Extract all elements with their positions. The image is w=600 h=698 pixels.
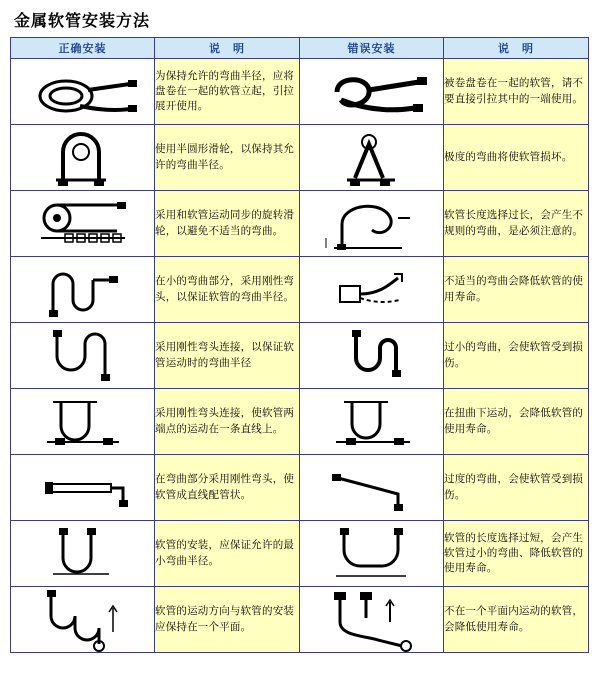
twisted-u-motion-icon [300,389,444,455]
rigid-elbow-u-bend-icon [11,323,155,389]
u-hose-min-radius-icon [11,521,155,587]
rigid-elbow-straight-line-icon [11,389,155,455]
wrong-desc-6: 在扭曲下运动，会降低软管的使用寿命。 [444,389,589,455]
improper-bend-block-icon [300,257,444,323]
correct-desc-1: 为保持允许的弯曲半径，应将盘卷在一起的软管立起，引拉展开使用。 [155,59,300,125]
correct-desc-4: 在小的弯曲部分，采用刚性弯头，以保证软管的弯曲半径。 [155,257,300,323]
correct-desc-2: 使用半圆形滑轮，以保持其允许的弯曲半径。 [155,125,300,191]
rigid-bend-small-radius-icon [11,257,155,323]
out-of-plane-motion-icon [300,587,444,653]
table-row [11,389,589,455]
correct-desc-9: 软管的运动方向与软管的安装应保持在一个平面。 [155,587,300,653]
tight-s-bend-icon [300,323,444,389]
table-row [11,323,589,389]
correct-desc-8: 软管的安装，应保证允许的最小弯曲半径。 [155,521,300,587]
wrong-desc-1: 被卷盘卷在一起的软管，请不要直接引拉其中的一端使用。 [444,59,589,125]
table-row [11,191,589,257]
header-wrong-desc: 说 明 [444,38,589,59]
coiled-hose-flat-icon [11,59,155,125]
table-row [11,455,589,521]
header-wrong-install: 错误安装 [300,38,444,59]
half-round-pulley-icon [11,125,155,191]
correct-desc-3: 采用和软管运动同步的旋转滑轮，以避免不适当的弯曲。 [155,191,300,257]
wrong-desc-4: 不适当的弯曲会降低软管的使用寿命。 [444,257,589,323]
table-row [11,59,589,125]
installation-methods-table [10,37,589,653]
wrong-desc-2: 极度的弯曲将使软管损坏。 [444,125,589,191]
same-plane-motion-icon [11,587,155,653]
long-hose-small-bend-icon [300,521,444,587]
chain-track-pulley-icon [11,191,155,257]
wrong-desc-5: 过小的弯曲，会使软管受到损伤。 [444,323,589,389]
table-row [11,257,589,323]
wrong-desc-8: 软管的长度选择过短，会产生软管过小的弯曲、降低软管的使用寿命。 [444,521,589,587]
coiled-hose-pulled-icon [300,59,444,125]
straight-pipe-with-elbow-icon [11,455,155,521]
wrong-desc-7: 过度的弯曲，会使软管受到损伤。 [444,455,589,521]
header-correct-install: 正确安装 [11,38,155,59]
sharp-bend-pulley-icon [300,125,444,191]
correct-desc-5: 采用刚性弯头连接，以保证软管运动时的弯曲半径 [155,323,300,389]
header-correct-desc: 说 明 [155,38,300,59]
correct-desc-7: 在弯曲部分采用刚性弯头，使软管成直线配管状。 [155,455,300,521]
over-bent-elbow-icon [300,455,444,521]
table-row [11,521,589,587]
page-title: 金属软管安装方法 [14,11,151,30]
table-header-row [11,38,589,59]
long-hose-loop-icon [300,191,444,257]
table-row [11,125,589,191]
wrong-desc-3: 软管长度选择过长，会产生不规则的弯曲，是必须注意的。 [444,191,589,257]
wrong-desc-9: 不在一个平面内运动的软管，会降低使用寿命。 [444,587,589,653]
correct-desc-6: 采用刚性弯头连接，使软管两端点的运动在一条直线上。 [155,389,300,455]
table-row [11,587,589,653]
